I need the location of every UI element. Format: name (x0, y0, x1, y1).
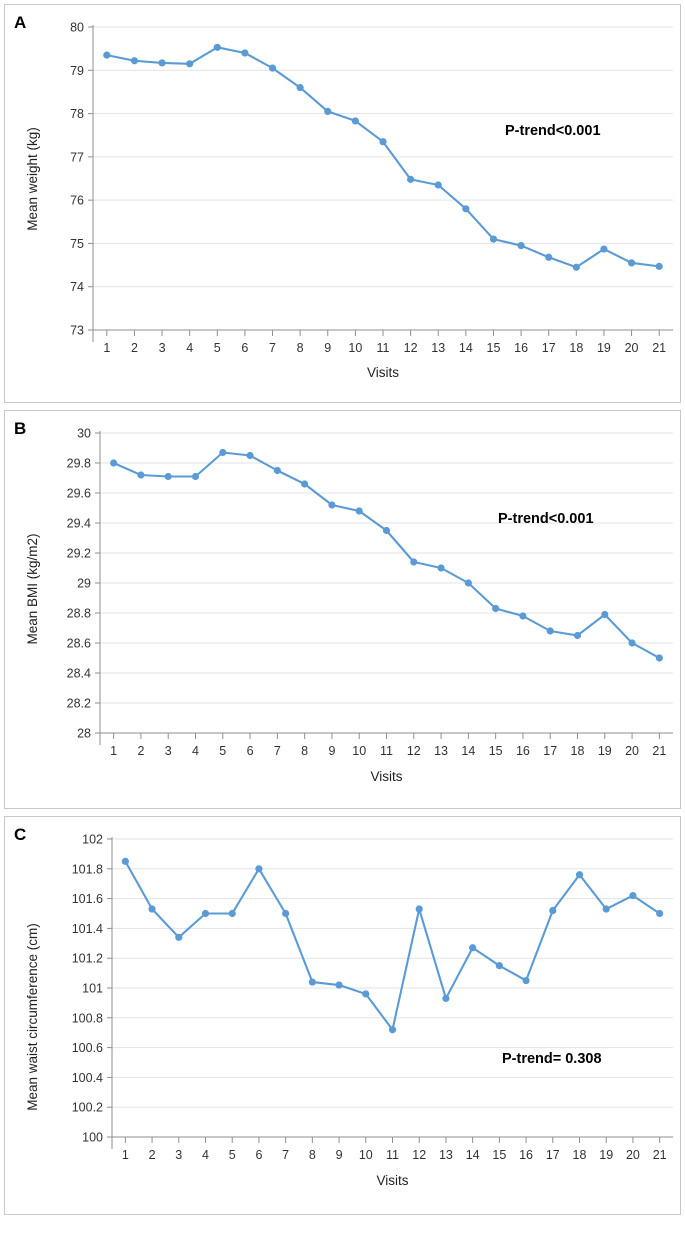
data-point (549, 907, 556, 914)
x-tick-label: 3 (175, 1148, 183, 1162)
chart-a-svg (5, 5, 681, 403)
data-point (574, 632, 581, 639)
x-tick-label: 5 (228, 1148, 236, 1162)
x-tick-label: 3 (164, 744, 172, 758)
x-tick-label: 3 (158, 341, 166, 355)
data-point (628, 639, 635, 646)
data-point (462, 205, 469, 212)
x-tick-label: 8 (301, 744, 309, 758)
y-tick-label: 29 (77, 576, 91, 591)
data-point (175, 934, 182, 941)
data-point (192, 473, 199, 480)
y-tick-label: 28.2 (66, 696, 91, 711)
data-point (165, 473, 172, 480)
x-tick-label: 13 (434, 744, 449, 758)
y-tick-label: 28 (77, 726, 91, 741)
data-point (490, 236, 497, 243)
data-point (158, 59, 165, 66)
data-point (301, 480, 308, 487)
data-point (282, 910, 289, 917)
x-tick-label: 6 (246, 744, 254, 758)
x-tick-label: 2 (148, 1148, 156, 1162)
x-tick-label: 16 (515, 744, 530, 758)
x-tick-label: 1 (110, 744, 118, 758)
panel-b-letter: B (14, 419, 27, 438)
y-tick-label: 29.2 (66, 546, 91, 561)
x-tick-label: 15 (486, 341, 501, 355)
x-tick-label: 7 (269, 341, 277, 355)
y-tick-label: 74 (70, 280, 84, 295)
data-point (219, 449, 226, 456)
x-axis-title: Visits (376, 1173, 409, 1188)
x-tick-label: 15 (492, 1148, 507, 1162)
data-point (229, 910, 236, 917)
data-point (110, 459, 117, 466)
y-tick-label: 100.4 (71, 1070, 103, 1085)
y-tick-label: 30 (77, 426, 91, 441)
data-point (383, 527, 390, 534)
data-point (656, 654, 663, 661)
x-tick-label: 2 (137, 744, 145, 758)
data-point (137, 471, 144, 478)
x-tick-label: 4 (186, 341, 194, 355)
x-tick-label: 13 (431, 341, 446, 355)
data-point (103, 52, 110, 59)
x-tick-label: 20 (624, 341, 639, 355)
x-tick-label: 7 (273, 744, 281, 758)
x-tick-label: 14 (461, 744, 476, 758)
x-tick-label: 21 (652, 341, 667, 355)
y-tick-label: 28.4 (66, 666, 91, 681)
chart-c-svg (5, 817, 681, 1215)
x-tick-label: 5 (219, 744, 227, 758)
x-axis-title: Visits (366, 365, 400, 380)
panel-c-letter: C (14, 825, 27, 844)
data-point (186, 60, 193, 67)
data-point (410, 558, 417, 565)
x-tick-label: 17 (545, 1148, 560, 1162)
data-point (407, 176, 414, 183)
panel-c (4, 816, 681, 1215)
data-point (545, 254, 552, 261)
data-point (629, 892, 636, 899)
x-tick-label: 10 (352, 744, 367, 758)
x-tick-label: 19 (596, 341, 611, 355)
y-tick-label: 29.8 (66, 456, 91, 471)
x-tick-label: 10 (358, 1148, 373, 1162)
y-tick-label: 75 (70, 236, 84, 251)
data-point (297, 84, 304, 91)
x-tick-label: 11 (386, 1148, 399, 1162)
y-tick-label: 77 (70, 150, 84, 165)
data-point (379, 138, 386, 145)
x-tick-label: 2 (130, 341, 138, 355)
data-point (496, 962, 503, 969)
panel-a-plot (5, 5, 680, 402)
x-tick-label: 13 (438, 1148, 453, 1162)
panel-a-letter: A (14, 13, 27, 32)
x-tick-label: 15 (488, 744, 503, 758)
panel-b (4, 410, 681, 809)
x-tick-label: 4 (192, 744, 199, 758)
x-tick-label: 21 (652, 1148, 667, 1162)
data-point (442, 995, 449, 1002)
x-tick-label: 19 (597, 744, 612, 758)
y-tick-label: 100.2 (71, 1100, 103, 1115)
data-point (241, 49, 248, 56)
data-point (492, 605, 499, 612)
x-tick-label: 14 (458, 341, 473, 355)
data-point (335, 981, 342, 988)
data-point (573, 264, 580, 271)
data-point (656, 263, 663, 270)
x-tick-label: 11 (376, 341, 390, 355)
x-tick-label: 18 (572, 1148, 587, 1162)
x-tick-label: 12 (412, 1148, 427, 1162)
data-point (274, 467, 281, 474)
y-tick-label: 80 (70, 20, 84, 35)
y-tick-label: 101.4 (71, 921, 103, 936)
data-point (356, 507, 363, 514)
panel-b-plot (5, 411, 680, 808)
y-tick-label: 100.6 (71, 1041, 103, 1056)
x-tick-label: 20 (625, 1148, 640, 1162)
data-point (547, 627, 554, 634)
data-point (465, 579, 472, 586)
data-point (600, 245, 607, 252)
chart-b-svg (5, 411, 681, 809)
y-axis-title: Mean BMI (kg/m2) (25, 533, 40, 645)
x-tick-label: 21 (652, 744, 667, 758)
x-tick-label: 17 (541, 341, 556, 355)
y-tick-label: 101 (82, 981, 103, 996)
data-point (469, 944, 476, 951)
x-tick-label: 1 (121, 1148, 129, 1162)
data-point (522, 977, 529, 984)
y-tick-label: 101.8 (71, 862, 103, 877)
data-point (628, 259, 635, 266)
y-axis-title: Mean weight (kg) (25, 127, 40, 231)
x-tick-label: 10 (348, 341, 363, 355)
p-trend-annotation: P-trend= 0.308 (502, 1051, 602, 1067)
y-tick-label: 28.6 (66, 636, 91, 651)
x-tick-label: 20 (625, 744, 640, 758)
x-tick-label: 8 (296, 341, 304, 355)
x-tick-label: 14 (465, 1148, 480, 1162)
data-point (437, 564, 444, 571)
data-point (576, 871, 583, 878)
x-tick-label: 9 (328, 744, 336, 758)
x-tick-label: 6 (241, 341, 249, 355)
data-point (328, 501, 335, 508)
x-axis-title: Visits (370, 769, 403, 784)
data-point (603, 905, 610, 912)
y-tick-label: 28.8 (66, 606, 91, 621)
x-tick-label: 7 (282, 1148, 290, 1162)
y-tick-label: 102 (82, 832, 103, 847)
x-tick-label: 9 (335, 1148, 343, 1162)
y-tick-label: 29.4 (66, 516, 91, 531)
data-point (389, 1026, 396, 1033)
data-point (255, 865, 262, 872)
panel-a (4, 4, 681, 403)
data-point (352, 117, 359, 124)
x-tick-label: 12 (406, 744, 421, 758)
x-tick-label: 4 (202, 1148, 209, 1162)
data-point (656, 910, 663, 917)
series-line (125, 861, 659, 1029)
data-point (202, 910, 209, 917)
y-tick-label: 79 (70, 63, 84, 78)
x-tick-label: 18 (570, 744, 585, 758)
data-point (601, 611, 608, 618)
y-axis-title: Mean waist circumference (cm) (25, 923, 40, 1111)
x-tick-label: 9 (324, 341, 332, 355)
data-point (309, 978, 316, 985)
x-tick-label: 8 (308, 1148, 316, 1162)
x-tick-label: 17 (543, 744, 558, 758)
y-tick-label: 29.6 (66, 486, 91, 501)
data-point (148, 905, 155, 912)
p-trend-annotation: P-trend<0.001 (505, 123, 601, 139)
x-tick-label: 18 (569, 341, 584, 355)
data-point (324, 108, 331, 115)
x-tick-label: 12 (403, 341, 418, 355)
data-point (435, 181, 442, 188)
y-tick-label: 100.8 (71, 1011, 103, 1026)
y-tick-label: 101.6 (71, 892, 103, 907)
x-tick-label: 5 (213, 341, 221, 355)
series-line (114, 453, 660, 659)
x-tick-label: 11 (380, 744, 393, 758)
data-point (214, 44, 221, 51)
x-tick-label: 6 (255, 1148, 263, 1162)
p-trend-annotation: P-trend<0.001 (498, 511, 594, 527)
data-point (416, 905, 423, 912)
y-tick-label: 101.2 (71, 951, 103, 966)
data-point (131, 57, 138, 64)
data-point (246, 452, 253, 459)
data-point (518, 242, 525, 249)
x-tick-label: 16 (519, 1148, 534, 1162)
y-tick-label: 78 (70, 107, 84, 122)
panel-c-plot (5, 817, 680, 1214)
y-tick-label: 100 (82, 1130, 103, 1145)
data-point (519, 612, 526, 619)
y-tick-label: 73 (70, 323, 84, 338)
x-tick-label: 19 (599, 1148, 614, 1162)
data-point (362, 990, 369, 997)
data-point (122, 858, 129, 865)
y-tick-label: 76 (70, 193, 84, 208)
x-tick-label: 16 (514, 341, 529, 355)
x-tick-label: 1 (103, 341, 111, 355)
data-point (269, 65, 276, 72)
